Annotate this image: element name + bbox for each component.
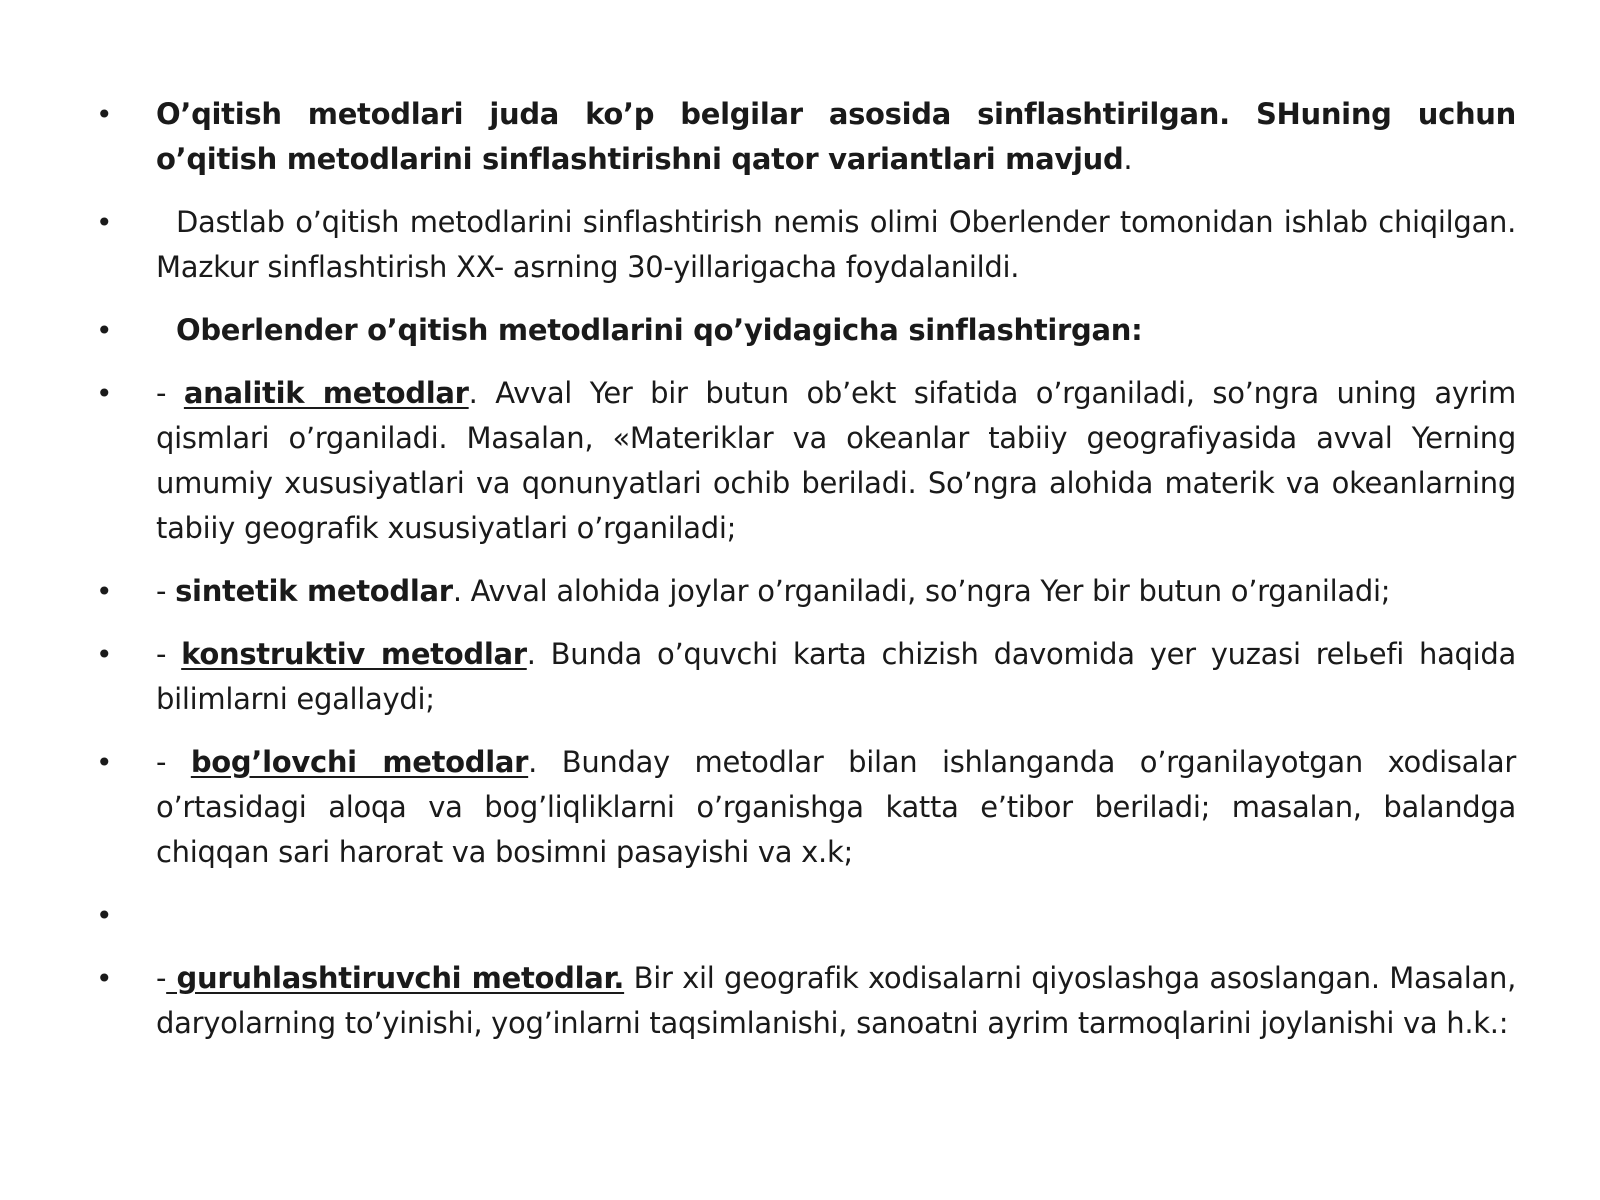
list-item-analitik bbox=[96, 371, 1516, 551]
list-item-konstruktiv bbox=[96, 632, 1516, 722]
bullet-dot: • bbox=[96, 638, 113, 671]
bullet-dot: • bbox=[96, 575, 113, 608]
item-text bbox=[156, 308, 1516, 353]
analitik-description: . Avval Yer bir butun ob’ekt sifatida o’rganiladi, so’ngra uning ayrim qismlari o’rganiladi. Masalan, «Materiklar va okeanlar tabiiy geografiyasida avval Yerning umumiy xususiyatlari va qonunyatlari ochib beriladi. So’ngra alohida materik va okeanlarning tabiiy geografik xususiyatlari o’rganiladi; bbox=[156, 376, 1517, 545]
item-text bbox=[156, 632, 1516, 722]
classification-heading: Oberlender o’qitish metodlarini qo’yidagicha sinflashtirgan: bbox=[176, 313, 1143, 347]
list-item-intro bbox=[96, 92, 1516, 182]
dash: - bbox=[156, 574, 176, 608]
dash: - bbox=[156, 745, 191, 779]
term-guruhlashtiruvchi: guruhlashtiruvchi metodlar. bbox=[166, 961, 625, 995]
bullet-dot: • bbox=[96, 962, 113, 995]
term-sintetik: sintetik metodlar bbox=[175, 574, 453, 608]
item-text bbox=[156, 371, 1516, 551]
item-text bbox=[156, 740, 1516, 875]
dash: - bbox=[156, 376, 184, 410]
konstruktiv-description: . Bunda o’quvchi karta chizish davomida yer yuzasi relьefi haqida bilimlarni egallaydi; bbox=[156, 637, 1516, 716]
list-item-sintetik bbox=[96, 569, 1516, 614]
bullet-list bbox=[96, 92, 1516, 1064]
term-analitik: analitik metodlar bbox=[183, 376, 469, 410]
dash: - bbox=[156, 961, 167, 995]
history-text: Dastlab o’qitish metodlarini sinflashtirish nemis olimi Oberlender tomonidan ishlab chiqilgan. Mazkur sinflashtirish XX- asrning 30-yillarigacha foydalanildi. bbox=[156, 205, 1516, 284]
bullet-dot: • bbox=[96, 98, 113, 131]
item-text bbox=[156, 200, 1516, 290]
bullet-dot: • bbox=[96, 314, 113, 347]
dash: - bbox=[156, 637, 182, 671]
list-item-history bbox=[96, 200, 1516, 290]
list-item-heading bbox=[96, 308, 1516, 353]
item-text bbox=[156, 956, 1516, 1046]
boglovchi-description: . Bunday metodlar bilan ishlanganda o’rganilayotgan xodisalar o’rtasidagi aloqa va bog’liqliklarni o’rganishga katta e’tibor beriladi; masalan, balandga chiqqan sari harorat va bosimni pasayishi va x.k; bbox=[156, 745, 1516, 869]
sintetik-description: . Avval alohida joylar o’rganiladi, so’ngra Yer bir butun o’rganiladi; bbox=[452, 574, 1391, 608]
bullet-dot: • bbox=[96, 206, 113, 239]
guruhlashtiruvchi-description: Bir xil geografik xodisalarni qiyoslashga asoslangan. Masalan, daryolarning to’yinishi, yog’inlarni taqsimlanishi, sanoatni ayrim tarmoqlarini joylanishi va h.k.: bbox=[156, 961, 1517, 1040]
list-item-empty bbox=[96, 893, 1516, 938]
item-text bbox=[156, 569, 1516, 614]
bullet-dot: • bbox=[96, 377, 113, 410]
term-boglovchi: bog’lovchi metodlar bbox=[190, 745, 529, 779]
item-text bbox=[156, 92, 1516, 182]
intro-bold-text: O’qitish metodlari juda ko’p belgilar asosida sinflashtirilgan. SHuning uchun o’qitish metodlarini sinflashtirishni qator variantlari mavjud bbox=[156, 97, 1516, 176]
intro-period: . bbox=[1123, 142, 1133, 176]
bullet-dot: • bbox=[96, 746, 113, 779]
bullet-dot: • bbox=[96, 899, 113, 932]
empty-text bbox=[156, 893, 1516, 938]
list-item-guruhlashtiruvchi bbox=[96, 956, 1516, 1046]
term-konstruktiv: konstruktiv metodlar bbox=[181, 637, 527, 671]
list-item-boglovchi bbox=[96, 740, 1516, 875]
